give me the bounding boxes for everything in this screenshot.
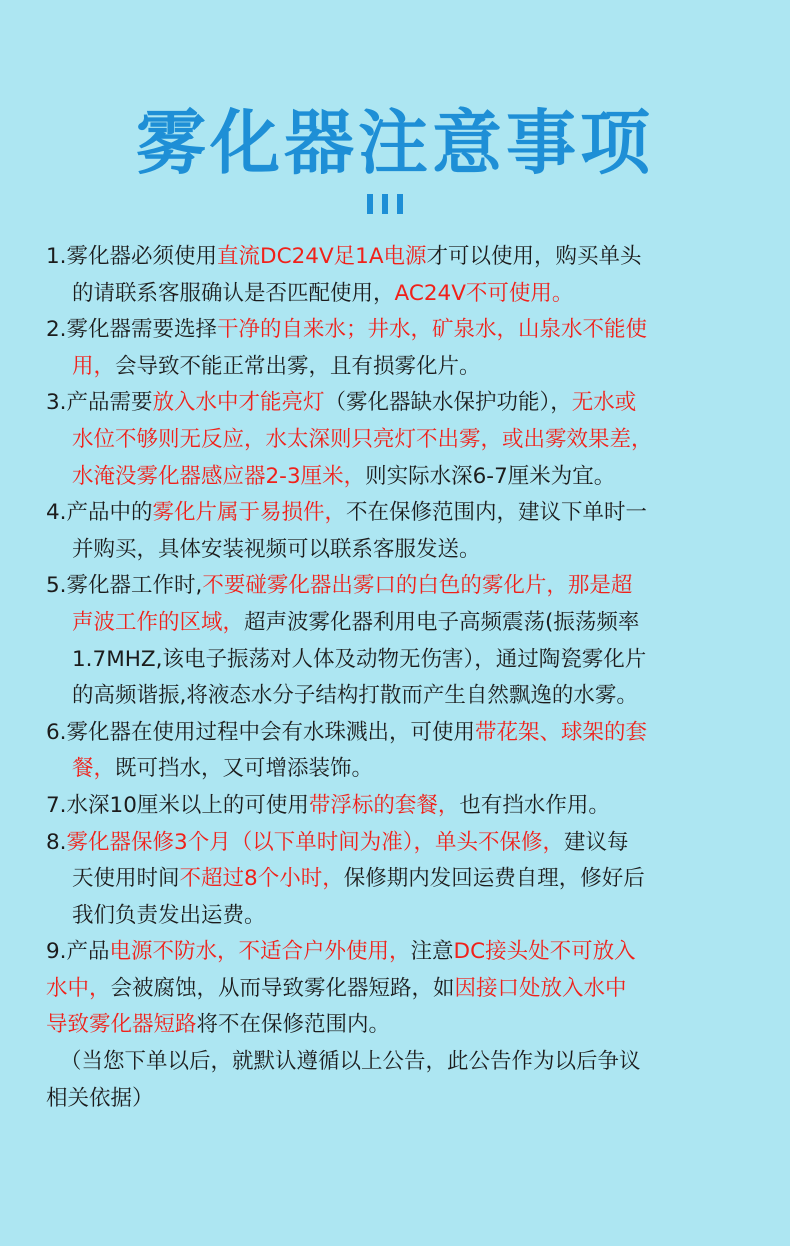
notice-text: 会导致不能正常出雾，且有损雾化片。 — [115, 353, 481, 379]
notice-text: 将不在保修范围内。 — [196, 1012, 391, 1038]
notice-text: 1.雾化器必须使用 — [46, 244, 218, 269]
notice-8-line-2 — [46, 861, 746, 898]
highlight-text: 水淹没雾化器感应器2-3厘米， — [72, 463, 366, 489]
notice-text: 会被腐蚀，从而导致雾化器短路，如 — [110, 975, 455, 1001]
notice-text: 9.产品 — [46, 939, 110, 965]
disclaimer-line-1 — [46, 1044, 746, 1081]
notice-text: 3.产品需要 — [46, 390, 153, 416]
notice-7-line-1 — [46, 788, 746, 825]
notice-6-line-2 — [46, 751, 746, 788]
notice-text: 建议每 — [563, 829, 629, 855]
notice-2-line-2 — [46, 349, 746, 386]
notice-5-line-4 — [46, 678, 746, 715]
notice-text: 既可挡水，又可增添装饰。 — [115, 756, 374, 782]
highlight-text: 电源不防水，不适合户外使用， — [109, 939, 411, 965]
highlight-text: 不要碰雾化器出雾口的白色的雾化片，那是超 — [202, 573, 633, 599]
notice-text: 6.雾化器在使用过程中会有水珠溅出，可使用 — [46, 719, 476, 745]
notice-3-line-2 — [46, 422, 746, 459]
notice-text: 注意 — [410, 939, 454, 965]
notice-5-line-1 — [46, 568, 746, 605]
disclaimer-line-2 — [46, 1081, 746, 1118]
notice-text: 相关依据） — [46, 1085, 154, 1111]
highlight-text: 雾化片属于易损件， — [152, 500, 347, 526]
notice-4-line-2 — [46, 532, 746, 569]
notice-9-line-1 — [46, 934, 746, 971]
notice-text: 并购买，具体安装视频可以联系客服发送。 — [72, 536, 481, 562]
notice-8-line-1 — [46, 825, 746, 862]
highlight-text: 水位不够则无反应，水太深则只亮灯不出雾，或出雾效果差， — [72, 426, 653, 452]
highlight-text: DC接头处不可放入 — [453, 939, 636, 965]
notice-1-line-1 — [46, 239, 746, 276]
notice-text: 保修期内发回运费自理，修好后 — [343, 866, 645, 892]
highlight-text: AC24V不可使用。 — [394, 280, 574, 306]
highlight-text: 导致雾化器短路 — [46, 1012, 197, 1038]
highlight-text: 放入水中才能亮灯 — [152, 390, 325, 416]
notice-9-line-3 — [46, 1007, 746, 1044]
notice-text: 我们负责发出运费。 — [72, 902, 266, 928]
notice-text: 的请联系客服确认是否匹配使用， — [72, 280, 395, 306]
notice-text: （当您下单以后，就默认遵循以上公告，此公告作为以后争议 — [60, 1049, 641, 1075]
notice-3-line-3 — [46, 459, 746, 496]
notice-2-line-1 — [46, 312, 746, 349]
notice-9-line-2 — [46, 971, 746, 1008]
notice-4-line-1 — [46, 495, 746, 532]
notice-text: （雾化器缺水保护功能）， — [324, 390, 572, 416]
notice-text: 超声波雾化器利用电子高频震荡(振荡频率 — [244, 609, 640, 635]
highlight-text: 直流DC24V足1A电源 — [217, 244, 427, 269]
highlight-text: 无水或 — [571, 390, 637, 416]
notice-text: 才可以使用，购买单头 — [426, 244, 642, 269]
highlight-text: 带花架、球架的套 — [475, 719, 648, 745]
notice-text: 8. — [46, 829, 67, 855]
notice-text: 5.雾化器工作时, — [46, 573, 203, 599]
highlight-text: 水中， — [46, 975, 111, 1001]
notice-text: 则实际水深6-7厘米为宜。 — [365, 463, 616, 489]
highlight-text: 因接口处放入水中 — [454, 975, 627, 1001]
notice-text: 1.7MHZ,该电子振荡对人体及动物无伤害），通过陶瓷雾化片 — [72, 646, 647, 672]
notice-text: 7.水深10厘米以上的可使用 — [46, 792, 309, 818]
page-title: 雾化器注意事项 — [136, 102, 654, 184]
notice-text: 不在保修范围内，建议下单时一 — [346, 500, 648, 526]
highlight-text: 餐， — [72, 756, 116, 782]
notice-8-line-3 — [46, 898, 746, 935]
title-decoration-marks — [367, 194, 407, 214]
notice-5-line-3 — [46, 642, 746, 679]
notice-3-line-1 — [46, 385, 746, 422]
notice-text: 的高频谐振,将液态水分子结构打散而产生自然飘逸的水雾。 — [72, 683, 638, 709]
notice-6-line-1 — [46, 715, 746, 752]
notice-5-line-2 — [46, 605, 746, 642]
notice-text: 2.雾化器需要选择 — [46, 317, 218, 343]
notice-list — [46, 239, 746, 1117]
highlight-text: 雾化器保修3个月（以下单时间为准），单头不保修， — [66, 829, 564, 855]
highlight-text: 干净的自来水；井水，矿泉水，山泉水不能使 — [217, 317, 648, 343]
highlight-text: 不超过8个小时， — [179, 866, 344, 892]
notice-text: 天使用时间 — [72, 866, 180, 892]
highlight-text: 声波工作的区域， — [72, 609, 245, 635]
notice-text: 也有挡水作用。 — [459, 792, 610, 818]
highlight-text: 用， — [72, 353, 116, 379]
notice-text: 4.产品中的 — [46, 500, 153, 526]
notice-1-line-2 — [46, 276, 746, 313]
highlight-text: 带浮标的套餐， — [308, 792, 460, 818]
